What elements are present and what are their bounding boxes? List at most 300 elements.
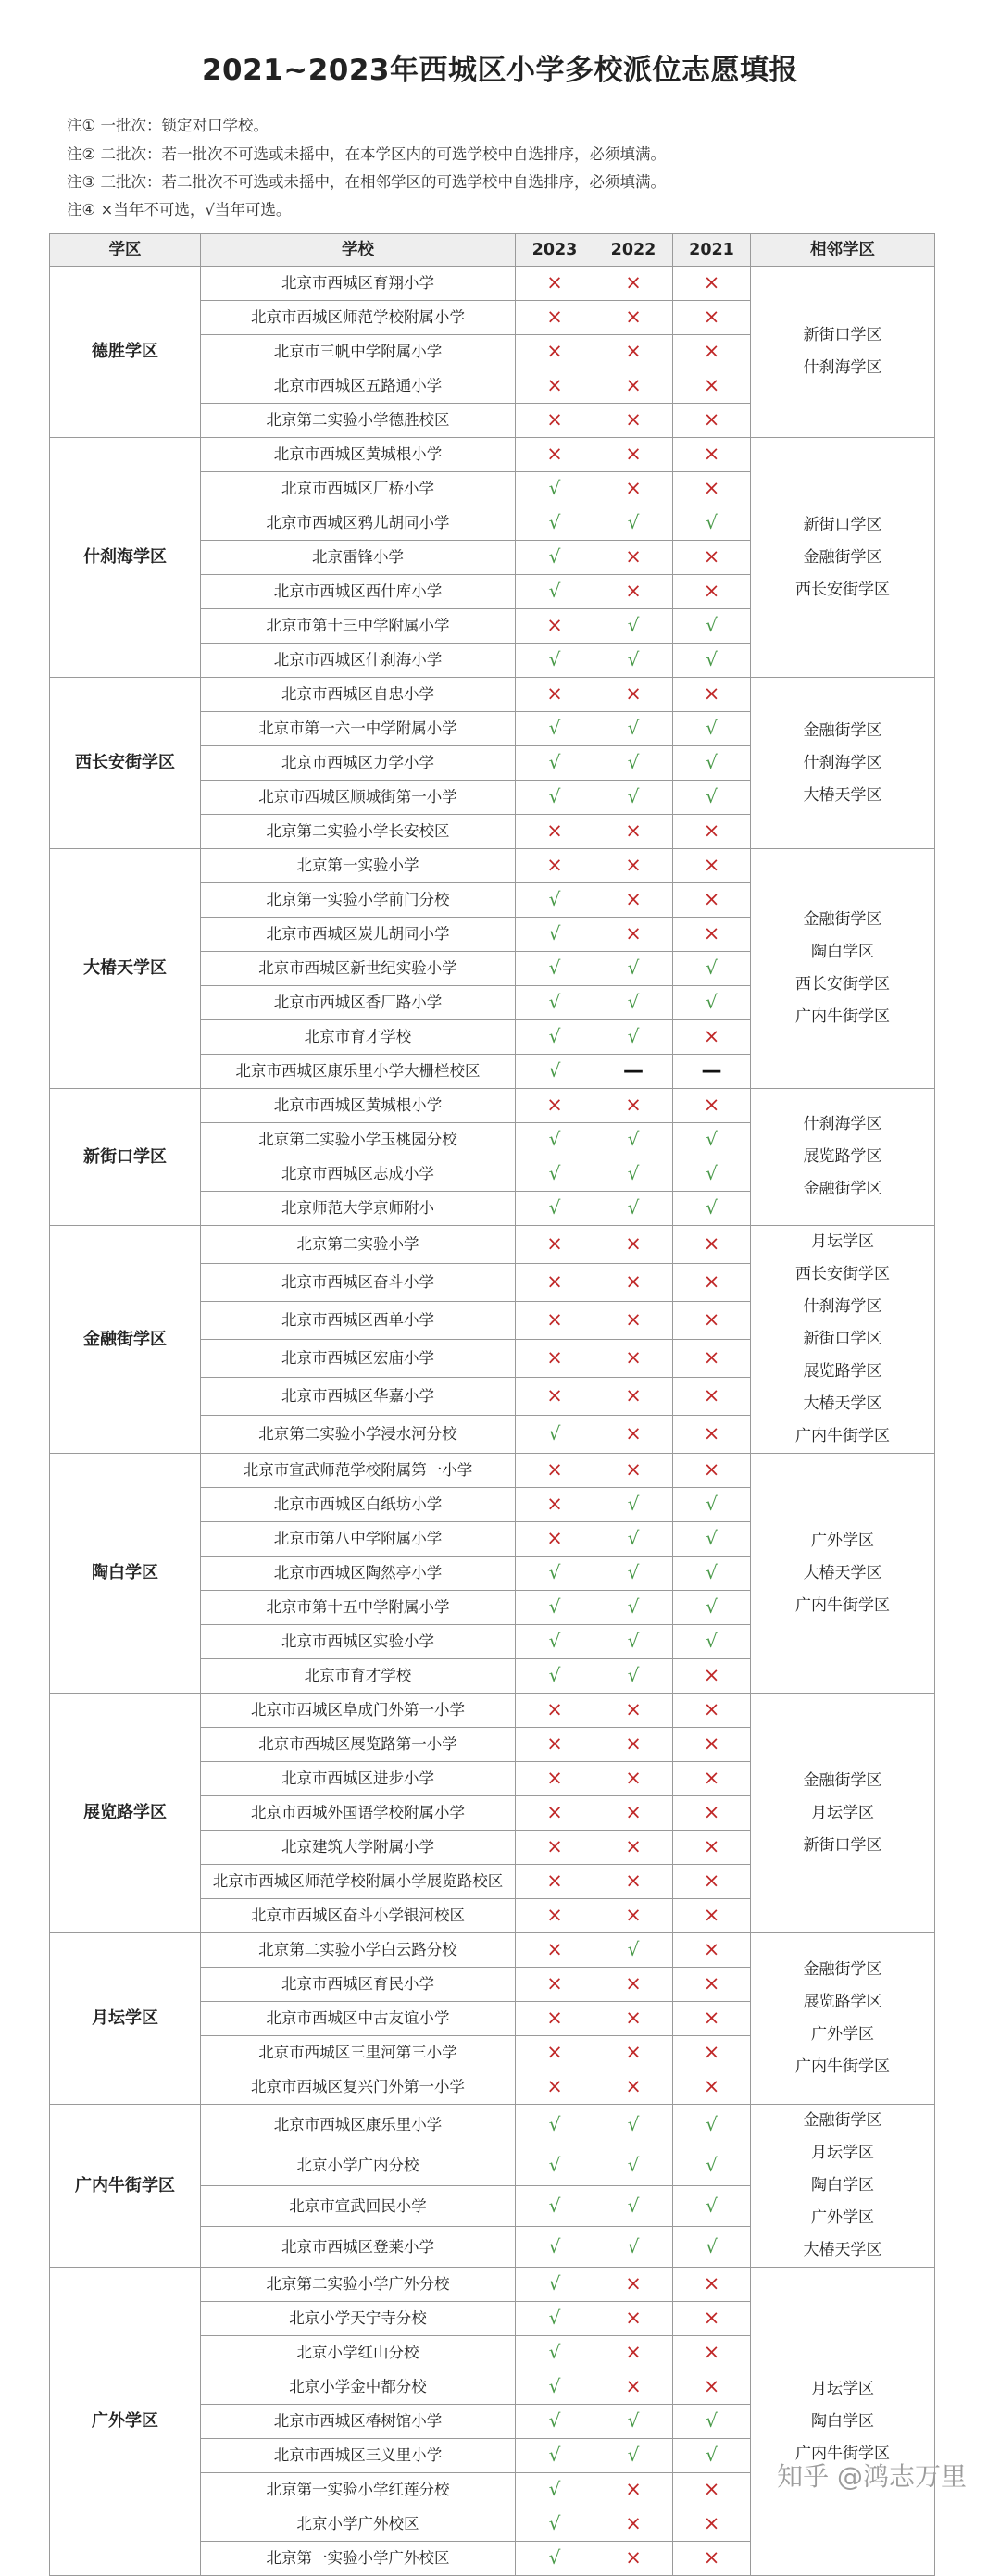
status-cell	[673, 2439, 751, 2473]
adjacent-district-item: 广外学区	[811, 1531, 874, 1550]
cross-mark: ×	[546, 340, 563, 362]
status-cell	[594, 1591, 673, 1625]
status-cell	[673, 1659, 751, 1694]
school-name: 北京第二实验小学玉桃园分校	[201, 1123, 516, 1157]
cross-mark: ×	[546, 1698, 563, 1720]
status-cell	[594, 918, 673, 952]
status-cell	[594, 575, 673, 609]
status-cell	[673, 2105, 751, 2145]
check-mark: √	[627, 751, 640, 773]
status-cell	[673, 1728, 751, 1762]
adjacent-districts	[751, 1694, 935, 1933]
cross-mark: ×	[703, 1384, 720, 1407]
school-name: 北京小学天宁寺分校	[201, 2302, 516, 2336]
check-mark: √	[706, 614, 718, 636]
status-cell	[516, 1694, 594, 1728]
cross-mark: ×	[703, 1972, 720, 1995]
status-cell	[516, 952, 594, 986]
school-name: 北京市西城区华嘉小学	[201, 1378, 516, 1416]
status-cell	[594, 1728, 673, 1762]
cross-mark: ×	[625, 271, 642, 294]
check-mark: √	[548, 511, 561, 533]
cross-mark: ×	[703, 1232, 720, 1255]
school-name: 北京市西城区进步小学	[201, 1762, 516, 1796]
status-cell	[594, 1089, 673, 1123]
adjacent-district-item: 陶白学区	[811, 943, 874, 961]
cross-mark: ×	[546, 271, 563, 294]
status-cell	[594, 2002, 673, 2036]
page-title: 2021~2023年西城区小学多校派位志愿填报	[201, 54, 799, 87]
status-cell	[516, 1089, 594, 1123]
status-cell	[673, 918, 751, 952]
status-cell	[516, 1378, 594, 1416]
cross-mark: ×	[546, 1346, 563, 1369]
status-cell	[673, 1378, 751, 1416]
adjacent-district-item: 金融街学区	[803, 720, 882, 740]
status-cell	[516, 609, 594, 644]
check-mark: √	[627, 1527, 640, 1549]
cross-mark: ×	[703, 2272, 720, 2295]
district-name: 什刹海学区	[50, 438, 201, 678]
status-cell	[516, 1728, 594, 1762]
cross-mark: ×	[546, 1835, 563, 1857]
adjacent-districts	[751, 849, 935, 1089]
status-cell	[673, 267, 751, 301]
school-name: 北京市西城区力学小学	[201, 746, 516, 781]
adjacent-district-item: 展览路学区	[803, 1147, 882, 1166]
adjacent-district-item: 大椿天学区	[803, 1563, 882, 1582]
school-name: 北京小学金中都分校	[201, 2370, 516, 2405]
cross-mark: ×	[625, 1232, 642, 1255]
cross-mark: ×	[625, 1308, 642, 1331]
status-cell	[673, 1123, 751, 1157]
status-cell	[516, 712, 594, 746]
table-row	[50, 2268, 935, 2302]
status-cell	[594, 1933, 673, 1968]
school-name: 北京第二实验小学广外分校	[201, 2268, 516, 2302]
status-cell	[516, 1865, 594, 1899]
status-cell	[594, 1416, 673, 1454]
status-cell	[673, 2186, 751, 2227]
check-mark: √	[548, 2512, 561, 2534]
check-mark: √	[548, 1595, 561, 1618]
cross-mark: ×	[546, 1869, 563, 1892]
status-cell	[516, 2002, 594, 2036]
check-mark: √	[627, 648, 640, 670]
table-row	[50, 678, 935, 712]
school-name: 北京市西城区新世纪实验小学	[201, 952, 516, 986]
status-cell	[594, 541, 673, 575]
status-cell	[516, 1659, 594, 1694]
adjacent-district-item: 金融街学区	[803, 1960, 882, 1979]
cross-mark: ×	[625, 477, 642, 499]
status-cell	[594, 781, 673, 815]
district-name: 月坛学区	[50, 1933, 201, 2105]
status-cell	[594, 369, 673, 404]
cross-mark: ×	[546, 1458, 563, 1481]
status-cell	[673, 1454, 751, 1488]
status-cell	[594, 335, 673, 369]
cross-mark: ×	[625, 922, 642, 944]
district-name: 新街口学区	[50, 1089, 201, 1226]
status-cell	[516, 1831, 594, 1865]
status-cell	[673, 1557, 751, 1591]
check-mark: √	[706, 511, 718, 533]
status-cell	[516, 438, 594, 472]
status-cell	[516, 1968, 594, 2002]
district-name: 德胜学区	[50, 267, 201, 438]
cross-mark: ×	[546, 854, 563, 876]
adjacent-district-item: 广内牛街学区	[795, 1427, 890, 1445]
cross-mark: ×	[625, 1094, 642, 1116]
check-mark: √	[548, 785, 561, 807]
school-name: 北京市西城区自忠小学	[201, 678, 516, 712]
status-cell	[673, 2268, 751, 2302]
school-name: 北京市西城区展览路第一小学	[201, 1728, 516, 1762]
adjacent-districts	[751, 1454, 935, 1694]
school-name: 北京市西城区实验小学	[201, 1625, 516, 1659]
adjacent-districts	[751, 1226, 935, 1454]
check-mark: √	[706, 1561, 718, 1583]
cross-mark: ×	[625, 2478, 642, 2500]
check-mark: √	[706, 1196, 718, 1219]
status-cell	[673, 746, 751, 781]
status-cell	[594, 678, 673, 712]
status-cell	[516, 2405, 594, 2439]
cross-mark: ×	[703, 1835, 720, 1857]
table-row	[50, 1933, 935, 1968]
status-cell	[516, 1416, 594, 1454]
cross-mark: ×	[546, 2041, 563, 2063]
check-mark: √	[548, 2444, 561, 2466]
adjacent-district-item: 新街口学区	[803, 515, 882, 534]
status-cell	[594, 2439, 673, 2473]
cross-mark: ×	[625, 888, 642, 910]
cross-mark: ×	[546, 819, 563, 842]
table-row	[50, 2105, 935, 2145]
cross-mark: ×	[625, 408, 642, 431]
header-row	[50, 234, 935, 267]
note-4: 注④ ×当年不可选，√当年可选。	[67, 201, 292, 219]
check-mark: √	[627, 957, 640, 979]
status-cell	[516, 2439, 594, 2473]
status-cell	[594, 2473, 673, 2507]
status-cell	[594, 1762, 673, 1796]
check-mark: √	[627, 2112, 640, 2135]
status-cell	[673, 1899, 751, 1933]
check-mark: √	[627, 1162, 640, 1184]
cross-mark: ×	[546, 1527, 563, 1549]
status-cell	[516, 1454, 594, 1488]
adjacent-district-item: 什刹海学区	[803, 1297, 882, 1316]
check-mark: √	[548, 2375, 561, 2397]
header-2021: 2021	[673, 234, 751, 267]
school-name: 北京市西城区中古友谊小学	[201, 2002, 516, 2036]
status-cell	[594, 1055, 673, 1089]
school-name: 北京市西城区志成小学	[201, 1157, 516, 1192]
status-cell	[673, 506, 751, 541]
status-cell	[516, 575, 594, 609]
adjacent-district-item: 大椿天学区	[803, 2241, 882, 2259]
cross-mark: ×	[703, 2341, 720, 2363]
cross-mark: ×	[625, 819, 642, 842]
status-cell	[594, 1226, 673, 1264]
school-name: 北京市西城区顺城街第一小学	[201, 781, 516, 815]
cross-mark: ×	[703, 1767, 720, 1789]
adjacent-district-item: 展览路学区	[803, 1362, 882, 1381]
status-cell	[516, 2542, 594, 2576]
cross-mark: ×	[625, 2041, 642, 2063]
status-cell	[516, 2227, 594, 2268]
cross-mark: ×	[625, 682, 642, 705]
cross-mark: ×	[703, 340, 720, 362]
school-name: 北京市西城区宏庙小学	[201, 1340, 516, 1378]
adjacent-district-item: 什刹海学区	[803, 1115, 882, 1133]
check-mark: √	[548, 2307, 561, 2329]
cross-mark: ×	[625, 1270, 642, 1293]
district-name: 大椿天学区	[50, 849, 201, 1089]
school-name: 北京市西城区康乐里小学	[201, 2105, 516, 2145]
school-name: 北京市西城区椿树馆小学	[201, 2405, 516, 2439]
status-cell	[673, 1831, 751, 1865]
check-mark: √	[548, 991, 561, 1013]
check-mark: √	[548, 888, 561, 910]
cross-mark: ×	[703, 2478, 720, 2500]
school-name: 北京市西城区黄城根小学	[201, 438, 516, 472]
school-name: 北京市西城区西单小学	[201, 1302, 516, 1340]
table-row	[50, 849, 935, 883]
cross-mark: ×	[703, 443, 720, 465]
status-cell	[516, 1762, 594, 1796]
status-cell	[673, 1933, 751, 1968]
check-mark: √	[627, 717, 640, 739]
cross-mark: ×	[625, 2546, 642, 2569]
check-mark: √	[548, 2546, 561, 2569]
cross-mark: ×	[625, 1384, 642, 1407]
school-name: 北京市第十五中学附属小学	[201, 1591, 516, 1625]
status-cell	[516, 1264, 594, 1302]
status-cell	[673, 712, 751, 746]
cross-mark: ×	[703, 374, 720, 396]
adjacent-district-item: 广内牛街学区	[795, 1007, 890, 1026]
school-name: 北京市西城区鸦儿胡同小学	[201, 506, 516, 541]
status-cell	[594, 2105, 673, 2145]
cross-mark: ×	[703, 1094, 720, 1116]
status-cell	[594, 1378, 673, 1416]
cross-mark: ×	[703, 922, 720, 944]
adjacent-district-item: 月坛学区	[811, 2144, 874, 2162]
cross-mark: ×	[625, 2272, 642, 2295]
check-mark: √	[548, 1196, 561, 1219]
status-cell	[516, 1340, 594, 1378]
check-mark: √	[706, 1595, 718, 1618]
school-name: 北京第一实验小学前门分校	[201, 883, 516, 918]
status-cell	[594, 1557, 673, 1591]
adjacent-districts	[751, 2105, 935, 2268]
status-cell	[516, 1055, 594, 1089]
status-cell	[673, 1157, 751, 1192]
cross-mark: ×	[546, 374, 563, 396]
status-cell	[516, 2036, 594, 2070]
status-cell	[516, 2302, 594, 2336]
cross-mark: ×	[625, 2375, 642, 2397]
status-cell	[673, 609, 751, 644]
adjacent-district-item: 什刹海学区	[803, 753, 882, 772]
cross-mark: ×	[703, 271, 720, 294]
school-name: 北京雷锋小学	[201, 541, 516, 575]
cross-mark: ×	[703, 2375, 720, 2397]
cross-mark: ×	[625, 580, 642, 602]
table-row	[50, 438, 935, 472]
adjacent-district-item: 西长安街学区	[795, 580, 890, 599]
adjacent-district-item: 月坛学区	[811, 2379, 874, 2398]
school-name: 北京市西城区三义里小学	[201, 2439, 516, 2473]
check-mark: √	[548, 2112, 561, 2135]
status-cell	[516, 1226, 594, 1264]
status-cell	[594, 2145, 673, 2186]
school-name: 北京市西城区黄城根小学	[201, 1089, 516, 1123]
status-cell	[673, 2405, 751, 2439]
status-cell	[673, 1522, 751, 1557]
cross-mark: ×	[625, 2341, 642, 2363]
check-mark: √	[706, 991, 718, 1013]
check-mark: √	[627, 1630, 640, 1652]
cross-mark: ×	[703, 1664, 720, 1686]
cross-mark: ×	[703, 2041, 720, 2063]
adjacent-district-item: 西长安街学区	[795, 975, 890, 994]
check-mark: √	[548, 1128, 561, 1150]
adjacent-district-item: 广内牛街学区	[795, 2444, 890, 2463]
status-cell	[673, 2473, 751, 2507]
cross-mark: ×	[703, 854, 720, 876]
status-cell	[673, 2227, 751, 2268]
school-name: 北京第二实验小学德胜校区	[201, 404, 516, 438]
status-cell	[594, 2507, 673, 2542]
cross-mark: ×	[546, 1094, 563, 1116]
status-cell	[516, 404, 594, 438]
school-name: 北京市西城区登莱小学	[201, 2227, 516, 2268]
check-mark: √	[706, 2112, 718, 2135]
adjacent-district-item: 新街口学区	[803, 1330, 882, 1348]
status-cell	[673, 1865, 751, 1899]
cross-mark: ×	[546, 1270, 563, 1293]
cross-mark: ×	[703, 2075, 720, 2097]
check-mark: √	[627, 2409, 640, 2432]
check-mark: √	[548, 957, 561, 979]
status-cell	[673, 541, 751, 575]
cross-mark: ×	[546, 2075, 563, 2097]
cross-mark: ×	[703, 1904, 720, 1926]
status-cell	[594, 2302, 673, 2336]
status-cell	[673, 849, 751, 883]
status-cell	[673, 781, 751, 815]
check-mark: √	[548, 1059, 561, 1082]
status-cell	[594, 1454, 673, 1488]
check-mark: √	[548, 477, 561, 499]
school-name: 北京市西城区什刹海小学	[201, 644, 516, 678]
status-cell	[594, 2542, 673, 2576]
school-name: 北京市西城区西什库小学	[201, 575, 516, 609]
status-cell	[594, 472, 673, 506]
adjacent-district-item: 金融街学区	[803, 547, 882, 567]
status-cell	[673, 2070, 751, 2105]
status-cell	[673, 1055, 751, 1089]
check-mark: √	[627, 785, 640, 807]
check-mark: √	[548, 2272, 561, 2295]
status-cell	[594, 952, 673, 986]
status-cell	[594, 1340, 673, 1378]
table-row	[50, 1226, 935, 1264]
status-cell	[594, 644, 673, 678]
status-cell	[516, 1488, 594, 1522]
cross-mark: ×	[703, 1025, 720, 1047]
adjacent-district-item: 大椿天学区	[803, 1394, 882, 1413]
check-mark: √	[548, 1422, 561, 1444]
check-mark: √	[627, 1595, 640, 1618]
status-cell	[516, 2145, 594, 2186]
school-name: 北京市西城区师范学校附属小学	[201, 301, 516, 335]
status-cell	[594, 815, 673, 849]
check-mark: √	[548, 2341, 561, 2363]
cross-mark: ×	[625, 2007, 642, 2029]
school-name: 北京市育才学校	[201, 1659, 516, 1694]
cross-mark: ×	[625, 1767, 642, 1789]
status-cell	[594, 986, 673, 1020]
status-cell	[516, 369, 594, 404]
cross-mark: ×	[703, 888, 720, 910]
adjacent-districts	[751, 678, 935, 849]
school-name: 北京市西城区陶然亭小学	[201, 1557, 516, 1591]
status-cell	[594, 438, 673, 472]
status-cell	[673, 1226, 751, 1264]
adjacent-district-item: 金融街学区	[803, 1180, 882, 1198]
cross-mark: ×	[625, 2075, 642, 2097]
status-cell	[673, 986, 751, 1020]
check-mark: √	[548, 2153, 561, 2176]
cross-mark: ×	[703, 2512, 720, 2534]
check-mark: √	[627, 511, 640, 533]
status-cell	[594, 2370, 673, 2405]
school-name: 北京市西城区厂桥小学	[201, 472, 516, 506]
check-mark: √	[548, 717, 561, 739]
status-cell	[673, 1762, 751, 1796]
check-mark: √	[706, 717, 718, 739]
status-cell	[516, 781, 594, 815]
check-mark: √	[706, 785, 718, 807]
check-mark: √	[627, 1561, 640, 1583]
status-cell	[594, 2186, 673, 2227]
status-cell	[594, 609, 673, 644]
check-mark: √	[627, 1025, 640, 1047]
school-name: 北京小学广外校区	[201, 2507, 516, 2542]
district-name: 展览路学区	[50, 1694, 201, 1933]
cross-mark: ×	[625, 1458, 642, 1481]
status-cell	[673, 644, 751, 678]
check-mark: √	[627, 2234, 640, 2257]
cross-mark: ×	[625, 545, 642, 568]
school-name: 北京市西城区白纸坊小学	[201, 1488, 516, 1522]
status-cell	[516, 2507, 594, 2542]
note-3: 注③ 三批次：若二批次不可选或未摇中，在相邻学区的可选学校中自选排序，必须填满。	[67, 173, 667, 191]
cross-mark: ×	[703, 682, 720, 705]
school-name: 北京市西城区阜成门外第一小学	[201, 1694, 516, 1728]
status-cell	[516, 2336, 594, 2370]
check-mark: √	[706, 2194, 718, 2217]
status-cell	[594, 712, 673, 746]
status-cell	[516, 2186, 594, 2227]
adjacent-district-item: 广外学区	[811, 2025, 874, 2044]
cross-mark: ×	[625, 1801, 642, 1823]
